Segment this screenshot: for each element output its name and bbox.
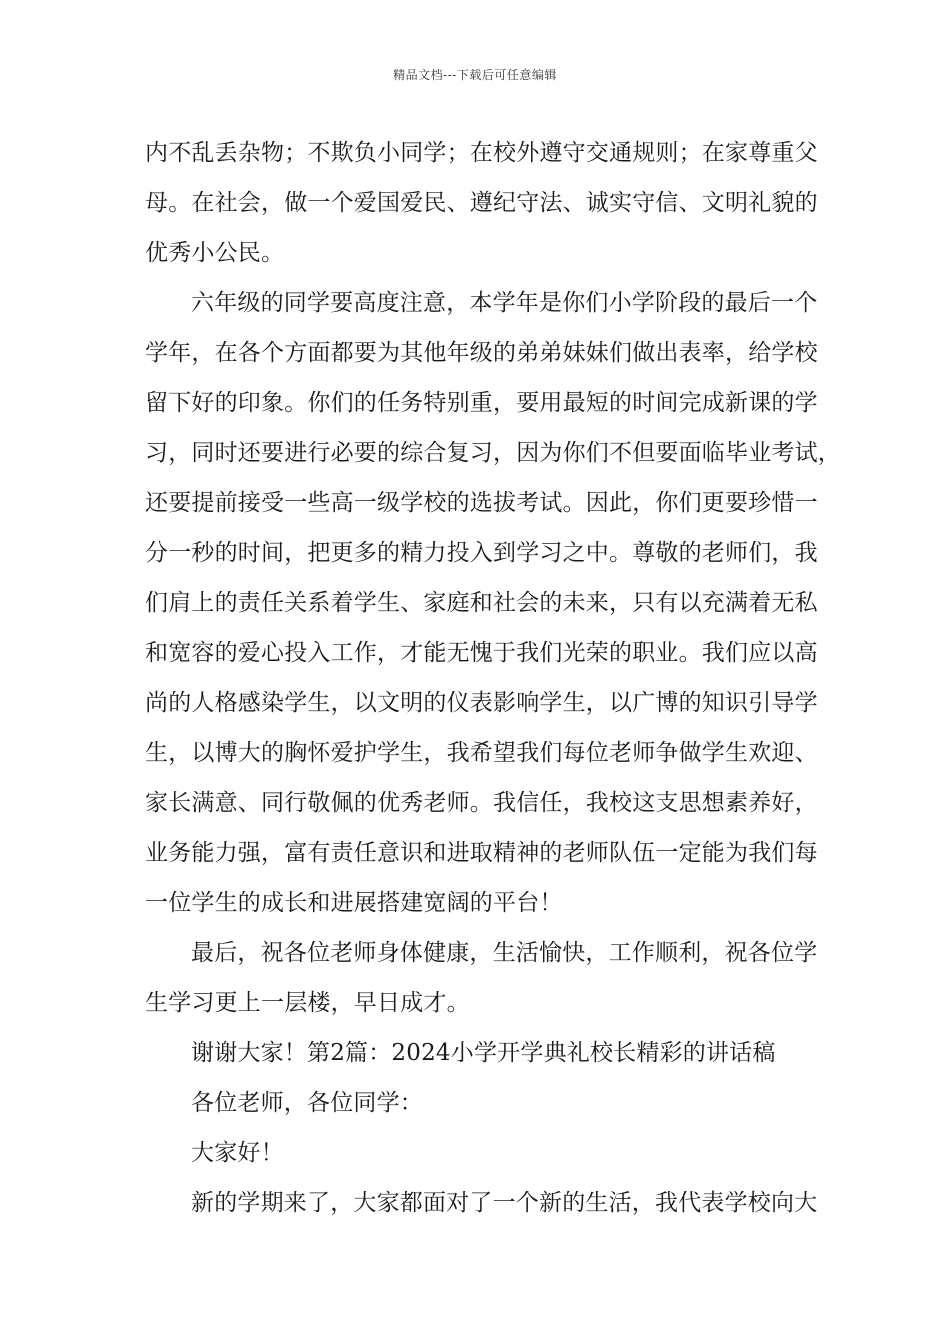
text-line: 学年，在各个方面都要为其他年级的弟弟妹妹们做出表率，给学校 <box>145 340 818 366</box>
text-line: 习，同时还要进行必要的综合复习，因为你们不但要面临毕业考试， <box>145 440 841 466</box>
text-line: 六年级的同学要高度注意，本学年是你们小学阶段的最后一个 <box>191 290 818 316</box>
text-line: 生，以博大的胸怀爱护学生，我希望我们每位老师争做学生欢迎、 <box>145 740 818 766</box>
text-line: 家长满意、同行敬佩的优秀老师。我信任，我校这支思想素养好， <box>145 790 818 816</box>
text-line: 和宽容的爱心投入工作，才能无愧于我们光荣的职业。我们应以高 <box>145 640 818 666</box>
text-line: 各位老师，各位同学： <box>191 1090 423 1116</box>
text-line: 谢谢大家！第2篇：2024小学开学典礼校长精彩的讲话稿 <box>191 1040 776 1066</box>
text-line: 大家好！ <box>191 1140 284 1166</box>
text-line: 内不乱丢杂物；不欺负小同学；在校外遵守交通规则；在家尊重父 <box>145 140 818 166</box>
text-line: 还要提前接受一些高一级学校的选拔考试。因此，你们更要珍惜一 <box>145 490 818 516</box>
text-line: 优秀小公民。 <box>145 240 285 266</box>
text-line: 生学习更上一层楼，早日成才。 <box>145 990 470 1016</box>
text-line: 最后，祝各位老师身体健康，生活愉快，工作顺利，祝各位学 <box>191 940 818 966</box>
text-line: 们肩上的责任关系着学生、家庭和社会的未来，只有以充满着无私 <box>145 590 818 616</box>
document-body <box>145 128 841 1228</box>
text-line: 母。在社会，做一个爱国爱民、遵纪守法、诚实守信、文明礼貌的 <box>145 190 818 216</box>
text-line: 新的学期来了，大家都面对了一个新的生活，我代表学校向大 <box>191 1190 818 1216</box>
text-line: 尚的人格感染学生，以文明的仪表影响学生，以广博的知识引导学 <box>145 690 818 716</box>
text-line: 业务能力强，富有责任意识和进取精神的老师队伍一定能为我们每 <box>145 840 818 866</box>
text-line: 留下好的印象。你们的任务特别重，要用最短的时间完成新课的学 <box>145 390 818 416</box>
text-line: 分一秒的时间，把更多的精力投入到学习之中。尊敬的老师们，我 <box>145 540 818 566</box>
text-line: 一位学生的成长和进展搭建宽阔的平台！ <box>145 890 563 916</box>
page-header: 精品文档---下载后可任意编辑 <box>393 68 557 82</box>
